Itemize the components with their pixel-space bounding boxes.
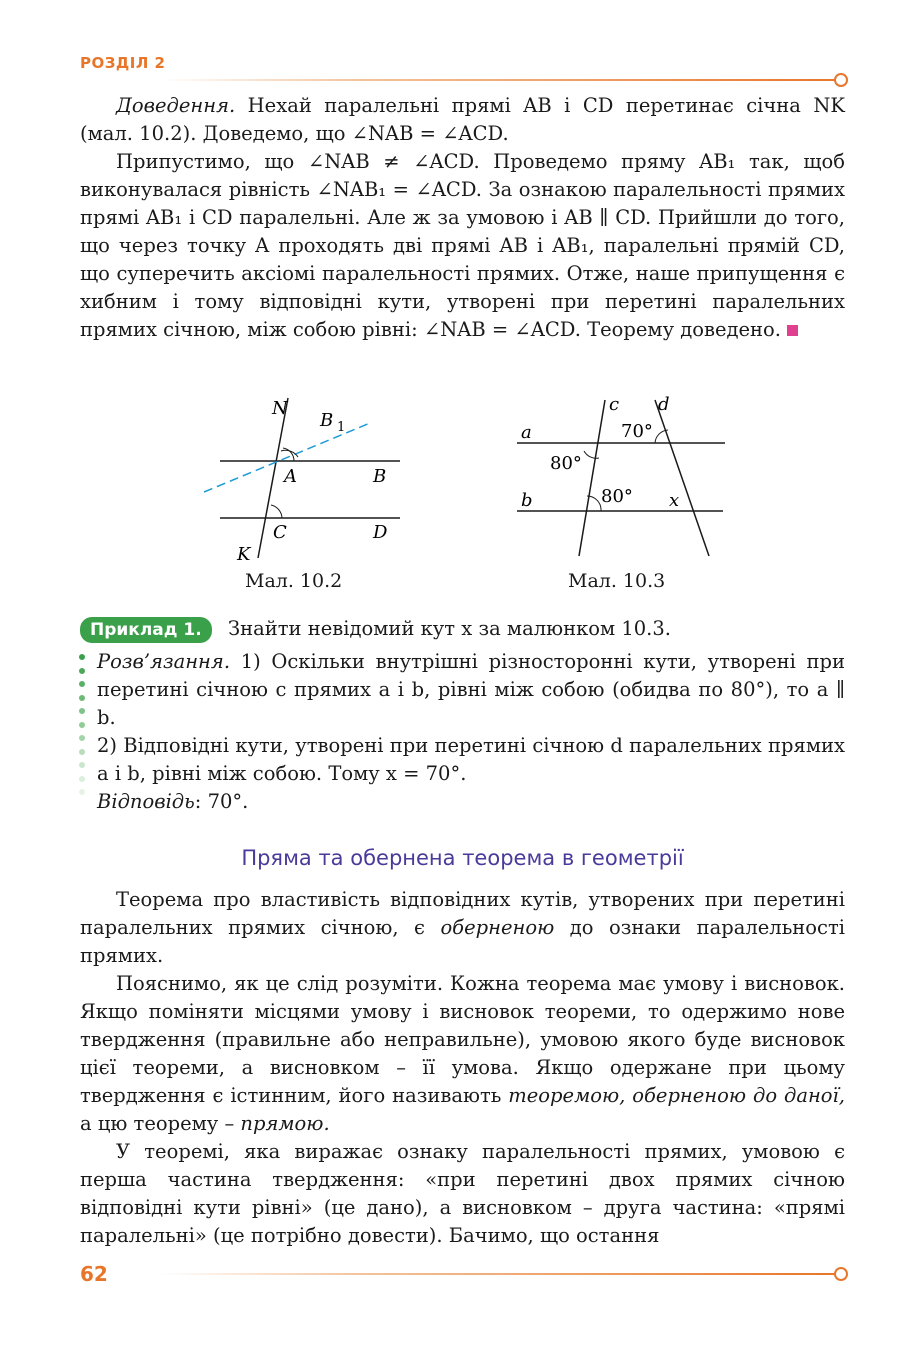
figure-10-2 xyxy=(190,390,410,570)
solution-block xyxy=(97,648,845,816)
label-d: D xyxy=(373,522,388,543)
label-x: x xyxy=(669,490,680,511)
example-dots-decoration xyxy=(79,654,85,803)
label-c: c xyxy=(609,394,620,415)
proof-text-2: Припустимо, що ∠NAB ≠ ∠ACD. Проведемо пряму AB₁ так, щоб виконувалася рівність ∠NAB₁ = ∠ACD. За ознакою паралельності прямих прямі AB₁ і CD паралельні. Але ж за умовою і AB ∥ CD. Прийшли до того, що через точку A проходять дві прямі AB і AB₁, паралельні прямій CD, що суперечить аксіомі паралельності прямих. Отже, наше припущення є хибним і тому відповідні кути, утворені при перетині паралельних прямих січною, між собою рівні: ∠NAB = ∠ACD. Теорему доведено. xyxy=(80,150,845,341)
page-number: 62 xyxy=(80,1262,108,1286)
section-paragraph-2 xyxy=(80,970,845,1138)
section-p2-italic-1: теоремою, оберненою до даної, xyxy=(508,1084,845,1107)
label-b: B xyxy=(373,466,387,487)
solution-paragraph-2: 2) Відповідні кути, утворені при перетині січною d паралельних прямих a і b, рівні між собою. Тому x = 70°. xyxy=(97,734,845,785)
label-b1: B xyxy=(320,410,334,431)
section-p2-text-a: Пояснимо, як це слід розуміти. Кожна теорема має умову і висновок. Якщо поміняти місцями умову і висновок теореми, то одержимо нове твердження (правильне або неправильне), умовою якого буде висновок цієї теореми, а висновком – її умова. Якщо одержане при цьому твердження є істинним, його називають xyxy=(80,972,845,1107)
section-label: РОЗДІЛ 2 xyxy=(80,54,166,72)
example-badge: Приклад 1. xyxy=(80,617,212,643)
caption-fig-10-3: Мал. 10.3 xyxy=(568,570,666,592)
figure-10-3 xyxy=(505,390,735,570)
secant-d xyxy=(655,400,709,556)
caption-fig-10-2: Мал. 10.2 xyxy=(245,570,343,592)
section-p2-italic-2: прямою. xyxy=(240,1112,330,1135)
section-heading: Пряма та обернена теорема в геометрії xyxy=(241,846,684,870)
proof-paragraph-2 xyxy=(80,148,845,344)
label-a: A xyxy=(284,466,297,487)
section-paragraph-1 xyxy=(80,886,845,970)
answer-value: : 70°. xyxy=(194,790,249,813)
answer-label: Відповідь xyxy=(97,790,195,813)
label-c: C xyxy=(273,522,287,543)
footer-rule-end-circle xyxy=(834,1267,848,1281)
section-p1-italic: оберненою xyxy=(440,916,555,939)
label-d: d xyxy=(658,394,670,415)
label-n: N xyxy=(272,398,288,419)
label-angle-80-top: 80° xyxy=(550,453,582,474)
label-b: b xyxy=(521,490,533,511)
answer-line xyxy=(97,788,845,816)
label-b1-sub: 1 xyxy=(337,420,346,435)
secant-c xyxy=(579,400,605,556)
example-title: Знайти невідомий кут x за малюнком 10.3. xyxy=(228,617,671,640)
header-rule-end-circle xyxy=(834,73,848,87)
section-p1-text-a: Теорема про властивість відповідних кутів, утворених при перетині паралельних прямих січною, є xyxy=(80,888,845,939)
proof-block xyxy=(80,92,845,344)
angle-arc-c xyxy=(271,505,282,518)
header-rule xyxy=(160,79,836,81)
label-angle-70: 70° xyxy=(621,421,653,442)
proof-label: Доведення. xyxy=(116,94,236,117)
solution-label: Розв’язання. xyxy=(97,650,231,673)
solution-paragraph-1 xyxy=(97,648,845,732)
section-p1-text-b: до ознаки паралельності прямих. xyxy=(80,916,845,967)
label-a: a xyxy=(521,422,532,443)
label-angle-80-bottom: 80° xyxy=(601,486,633,507)
solution-text-1: 1) Оскільки внутрішні різносторонні кути, утворені при перетині січною c прямих a і b, рівні між собою (обидва по 80°), то a ∥ b. xyxy=(97,650,845,729)
proof-text-1: Нехай паралельні прямі AB і CD перетинає січна NK (мал. 10.2). Доведемо, що ∠NAB = ∠ACD. xyxy=(80,94,845,145)
label-k: K xyxy=(237,544,251,565)
section-p2-text-b: а цю теорему – xyxy=(80,1112,241,1135)
section-paragraph-3: У теоремі, яка виражає ознаку паралельності прямих, умовою є перша частина твердження: «при перетині двох прямих січною відповідні кути рівні» (це дано), а висновком – друга частина: «прямі паралельні» (це потрібно довести). Бачимо, що остання xyxy=(80,1140,845,1247)
proof-paragraph-1 xyxy=(80,92,845,148)
footer-rule xyxy=(160,1273,836,1275)
section-body xyxy=(80,886,845,1250)
qed-square-icon xyxy=(787,325,798,336)
